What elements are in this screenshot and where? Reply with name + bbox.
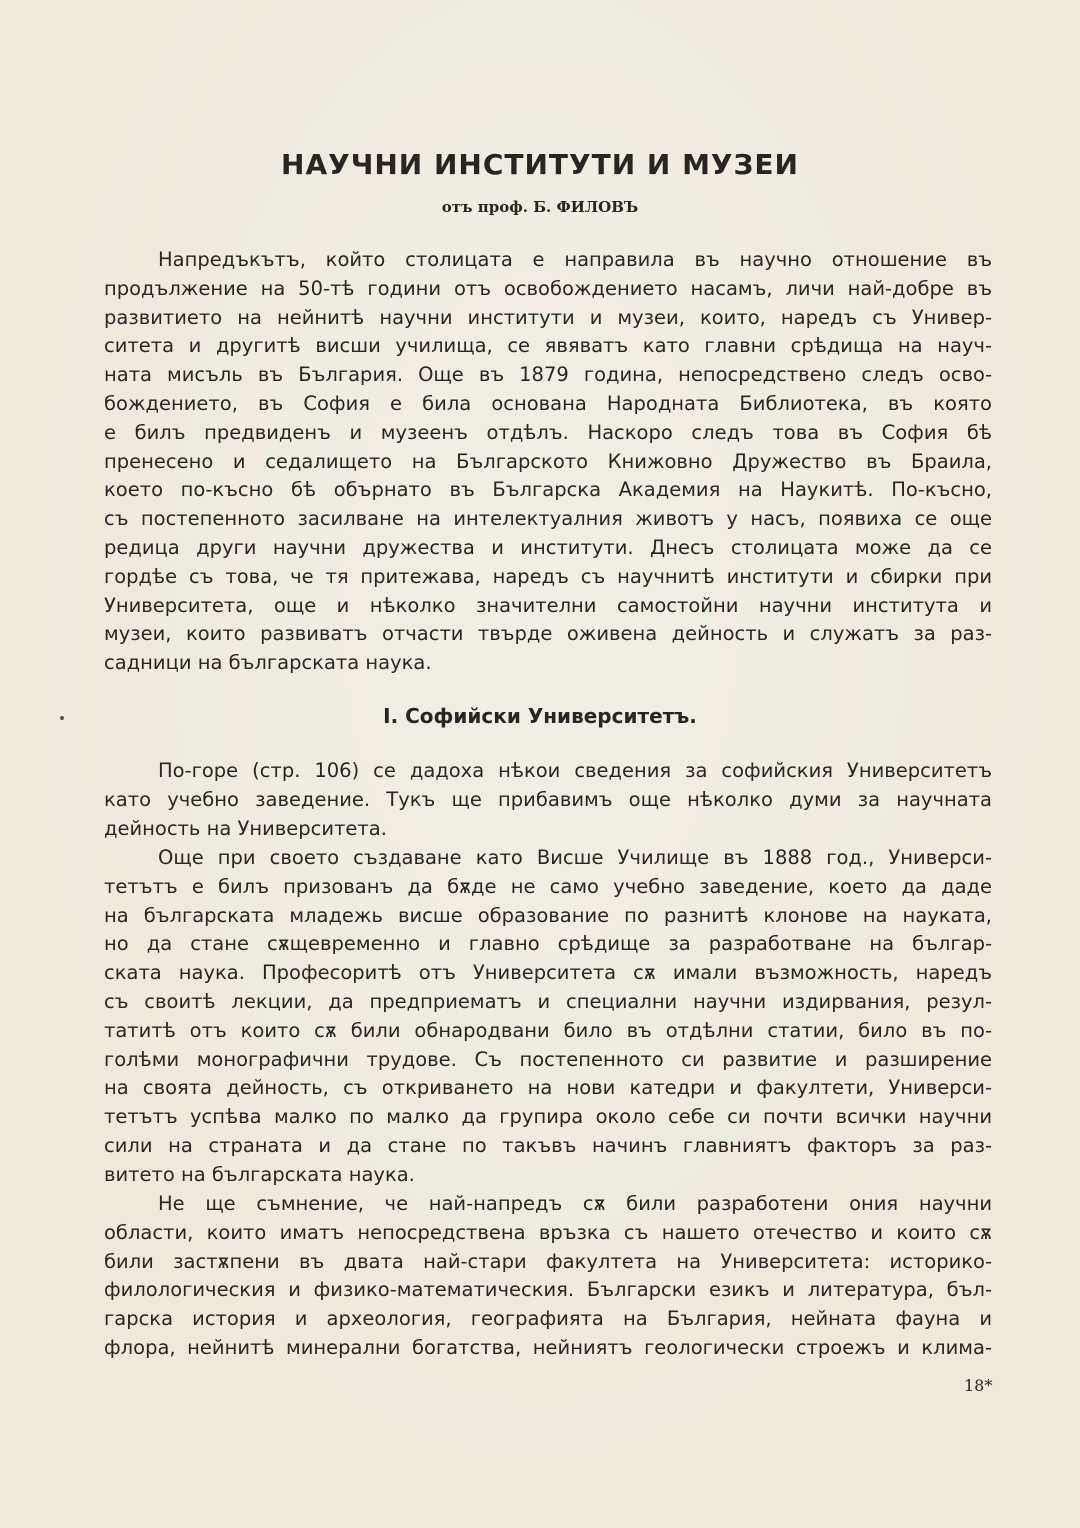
author-byline: отъ проф. Б. ФИЛОВЪ — [441, 198, 639, 216]
intro-paragraph — [104, 246, 992, 678]
text-line: на българската младежь висше образование по разнитѣ клонове на науката, — [104, 903, 992, 927]
text-line: тетътъ успѣва малко по малко да групира около себе си почти всички научни — [104, 1105, 992, 1129]
text-line: съ постепенното засилване на интелектуалния животъ у насъ, появиха се още — [104, 507, 992, 531]
text-line: По-горе (стр. 106) се дадоха нѣкои сведения за софийския Университетъ — [158, 759, 992, 782]
text-line: Напредъкътъ, който столицата е направила въ научно отношение въ — [158, 248, 992, 271]
text-line: съ своитѣ лекции, да предприематъ и специални научни издирвания, резул- — [104, 989, 992, 1013]
text-line: е билъ предвиденъ и музеенъ отдѣлъ. Наскоро следъ това въ София бѣ — [104, 420, 992, 444]
section-paragraph-1 — [104, 757, 992, 843]
section-heading: I. Софийски Университетъ. — [383, 704, 697, 728]
text-line: продължение на 50-тѣ години отъ освобождението насамъ, личи най-добре въ — [104, 276, 992, 300]
text-line: области, които иматъ непосредствена връзка съ нашето отечество и които сѫ — [104, 1220, 992, 1244]
text-line: пренесено и седалището на Българското Книжовно Дружество въ Браила, — [104, 449, 992, 473]
text-line: голѣми монографични трудове. Съ постепенното си развитие и разширение — [104, 1047, 992, 1071]
text-line: бождението, въ София е била основана Народната Библиотека, въ която — [104, 391, 992, 415]
page-title: НАУЧНИ ИНСТИТУТИ И МУЗЕИ — [281, 148, 799, 181]
text-line: ната мисъль въ България. Още въ 1879 година, непосредствено следъ осво- — [104, 363, 992, 387]
text-line: сили на страната и да стане по такъвъ начинъ главниятъ факторъ за раз- — [104, 1133, 992, 1157]
text-line: гордѣе съ това, че тя притежава, наредъ съ научнитѣ институти и сбирки при — [104, 564, 992, 588]
text-line: били застѫпени въ двата най-стари факултета на Университета: историко- — [104, 1249, 992, 1273]
text-line: като учебно заведение. Тукъ ще прибавимъ още нѣколко думи за научната — [104, 787, 992, 811]
text-line: витето на българската наука. — [104, 1162, 415, 1186]
text-line: садници на българската наука. — [104, 651, 432, 675]
text-line: на своята дейность, съ откриването на нови катедри и факултети, Универси- — [104, 1076, 992, 1100]
text-line: гарска история и археология, географията на България, нейната фауна и — [104, 1307, 992, 1331]
text-line: но да стане сѫщевременно и главно срѣдище за разработване на българ- — [104, 932, 992, 956]
text-line: ската наука. Професоритѣ отъ Университета сѫ имали възможность, наредъ — [104, 961, 992, 985]
text-line: Още при своето създаване като Висше Училище въ 1888 год., Универси- — [158, 846, 992, 869]
text-line: редица други научни дружества и институти. Днесъ столицата може да се — [104, 535, 992, 559]
text-line: музеи, които развиватъ отчасти твърде оживена дейность и служатъ за раз- — [104, 622, 992, 646]
text-line: което по-късно бѣ обърнато въ Българска Академия на Наукитѣ. По-късно, — [104, 478, 992, 502]
text-line: Университета, още и нѣколко значителни самостойни научни института и — [104, 593, 992, 617]
text-line: ситета и другитѣ висши училища, се явяватъ като главни срѣдища на науч- — [104, 334, 992, 358]
text-line: филологическия и физико-математическия. Български езикъ и литература, бъл- — [104, 1278, 992, 1302]
text-line: флора, нейнитѣ минерални богатства, нейниятъ геологически строежъ и клима- — [104, 1335, 992, 1359]
page-number: 18* — [964, 1376, 993, 1395]
section-paragraph-3 — [104, 1190, 992, 1363]
text-line: Не ще съмнение, че най-напредъ сѫ били разработени ония научни — [158, 1192, 992, 1215]
text-line: татитѣ отъ които сѫ били обнародвани било въ отдѣлни статии, било въ по- — [104, 1018, 992, 1042]
section-paragraph-2 — [104, 844, 992, 1190]
text-line: дейность на Университета. — [104, 816, 387, 840]
text-line: развитието на нейнитѣ научни институти и музеи, които, наредъ съ Универ- — [104, 305, 992, 329]
text-line: тетътъ е билъ призованъ да бѫде не само учебно заведение, което да даде — [104, 874, 992, 898]
